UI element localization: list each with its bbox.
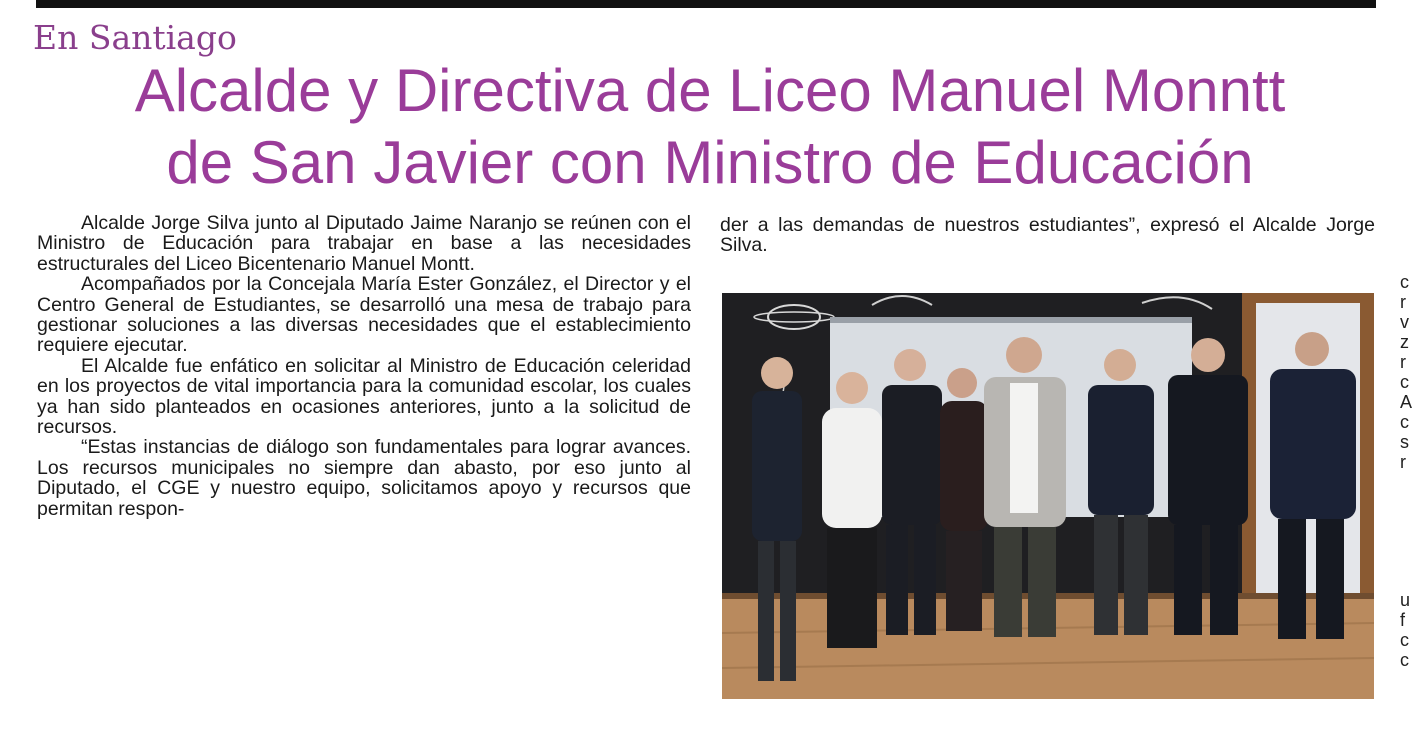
paragraph-1: Alcalde Jorge Silva junto al Diputado Jaime Naranjo se reúnen con el Ministro de Educación para trabajar en base a las necesidades estructurales del Liceo Bicentenario Manuel Montt. (37, 212, 691, 275)
headline (20, 55, 1400, 199)
headline-line-1: Alcalde y Directiva de Liceo Manuel Monntt (134, 57, 1286, 124)
article-photo (722, 293, 1374, 699)
next-column-edge: c r v z r c A c s r (1400, 272, 1412, 472)
paragraph-2: Acompañados por la Concejala María Ester González, el Director y el Centro General de Estudiantes, se desarrolló una mesa de trabajo para gestionar soluciones a las diversas necesidades que el establecimiento requiere ejecutar. (37, 273, 691, 357)
paragraph-4-continuation: der a las demandas de nuestros estudiantes”, expresó el Alcalde Jorge Silva. (720, 214, 1375, 257)
paragraph-3: El Alcalde fue enfático en solicitar al Ministro de Educación celeridad en los proyectos de vital importancia para la comunidad escolar, los cuales ya han sido planteados en ocasiones anteriores, junto a la solicitud de recursos. (37, 354, 691, 439)
section-label: En Santiago (33, 18, 237, 57)
next-column-edge-lower: u f c c (1400, 590, 1411, 670)
article-column-right (720, 215, 1375, 256)
article-column-left (37, 213, 691, 519)
top-rule (36, 0, 1376, 8)
headline-line-2: de San Javier con Ministro de Educación (166, 129, 1254, 196)
paragraph-4-start: “Estas instancias de diálogo son fundamentales para lograr avances. Los recursos municipales no siempre dan abasto, por eso junto al Diputado, el CGE y nuestro equipo, solicitamos apoyo y recursos que permitan respon- (37, 436, 691, 520)
group-photo-illustration (722, 293, 1374, 699)
